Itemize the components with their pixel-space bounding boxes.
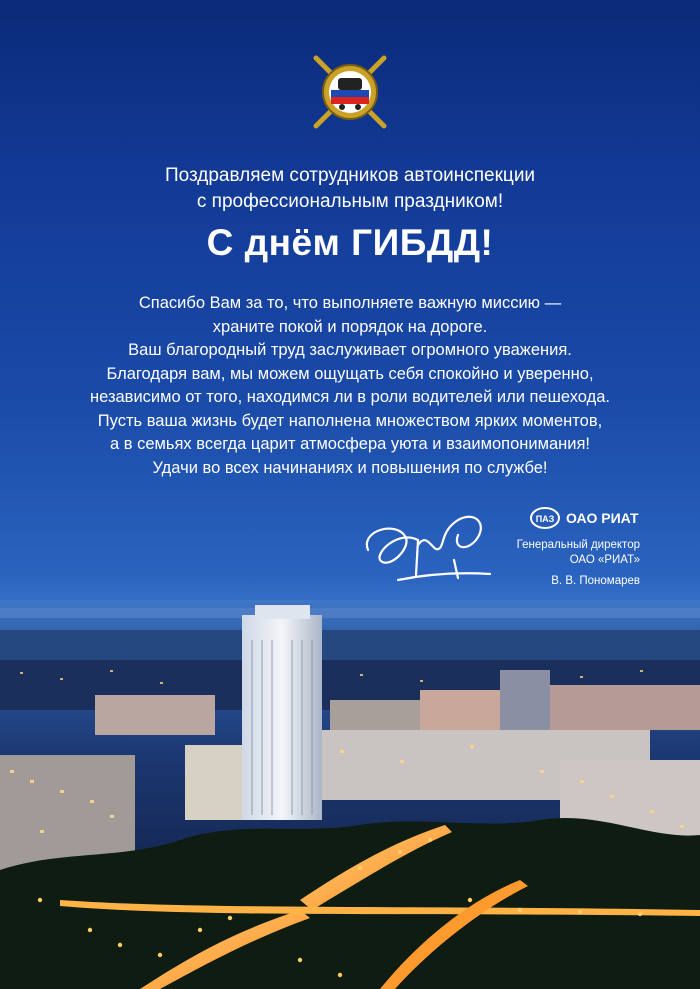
director-name: В. В. Пономарев (551, 575, 640, 587)
greeting-body (0, 292, 700, 480)
body-line: Благодаря вам, мы можем ощущать себя спокойно и уверенно, (106, 364, 594, 383)
traffic-police-emblem-icon (310, 52, 390, 132)
body-line: храните покой и порядок на дороге. (212, 317, 488, 336)
night-city-image (0, 600, 700, 989)
page-title: С днём ГИБДД! (206, 222, 494, 263)
lead-line: Поздравляем сотрудников автоинспекции (164, 165, 536, 186)
body-line: Удачи во всех начинаниях и повышения по службе! (152, 458, 548, 477)
company-logo-text: ПАЗ (535, 514, 555, 524)
body-line: независимо от того, находимся ли в роли водителей или пешехода. (90, 388, 610, 406)
body-line: Ваш благородный труд заслуживает огромного уважения. (128, 341, 572, 359)
director-position: Генеральный директор (516, 539, 640, 551)
body-line: Спасибо Вам за то, что выполняете важную миссию — (138, 294, 562, 312)
signature-image (358, 500, 498, 592)
lead-line: с профессиональным праздником! (196, 191, 504, 212)
lead-text (0, 163, 700, 215)
company-logo-icon (530, 507, 560, 529)
company-name: ОАО РИАТ (566, 510, 639, 526)
body-line: Пусть ваша жизнь будет наполнена множеством ярких моментов, (97, 411, 603, 430)
director-block (517, 538, 640, 589)
body-line: а в семьях всегда царит атмосфера уюта и взаимопонимания! (110, 435, 590, 453)
company-brand (530, 507, 639, 529)
director-company: ОАО «РИАТ» (569, 554, 640, 566)
